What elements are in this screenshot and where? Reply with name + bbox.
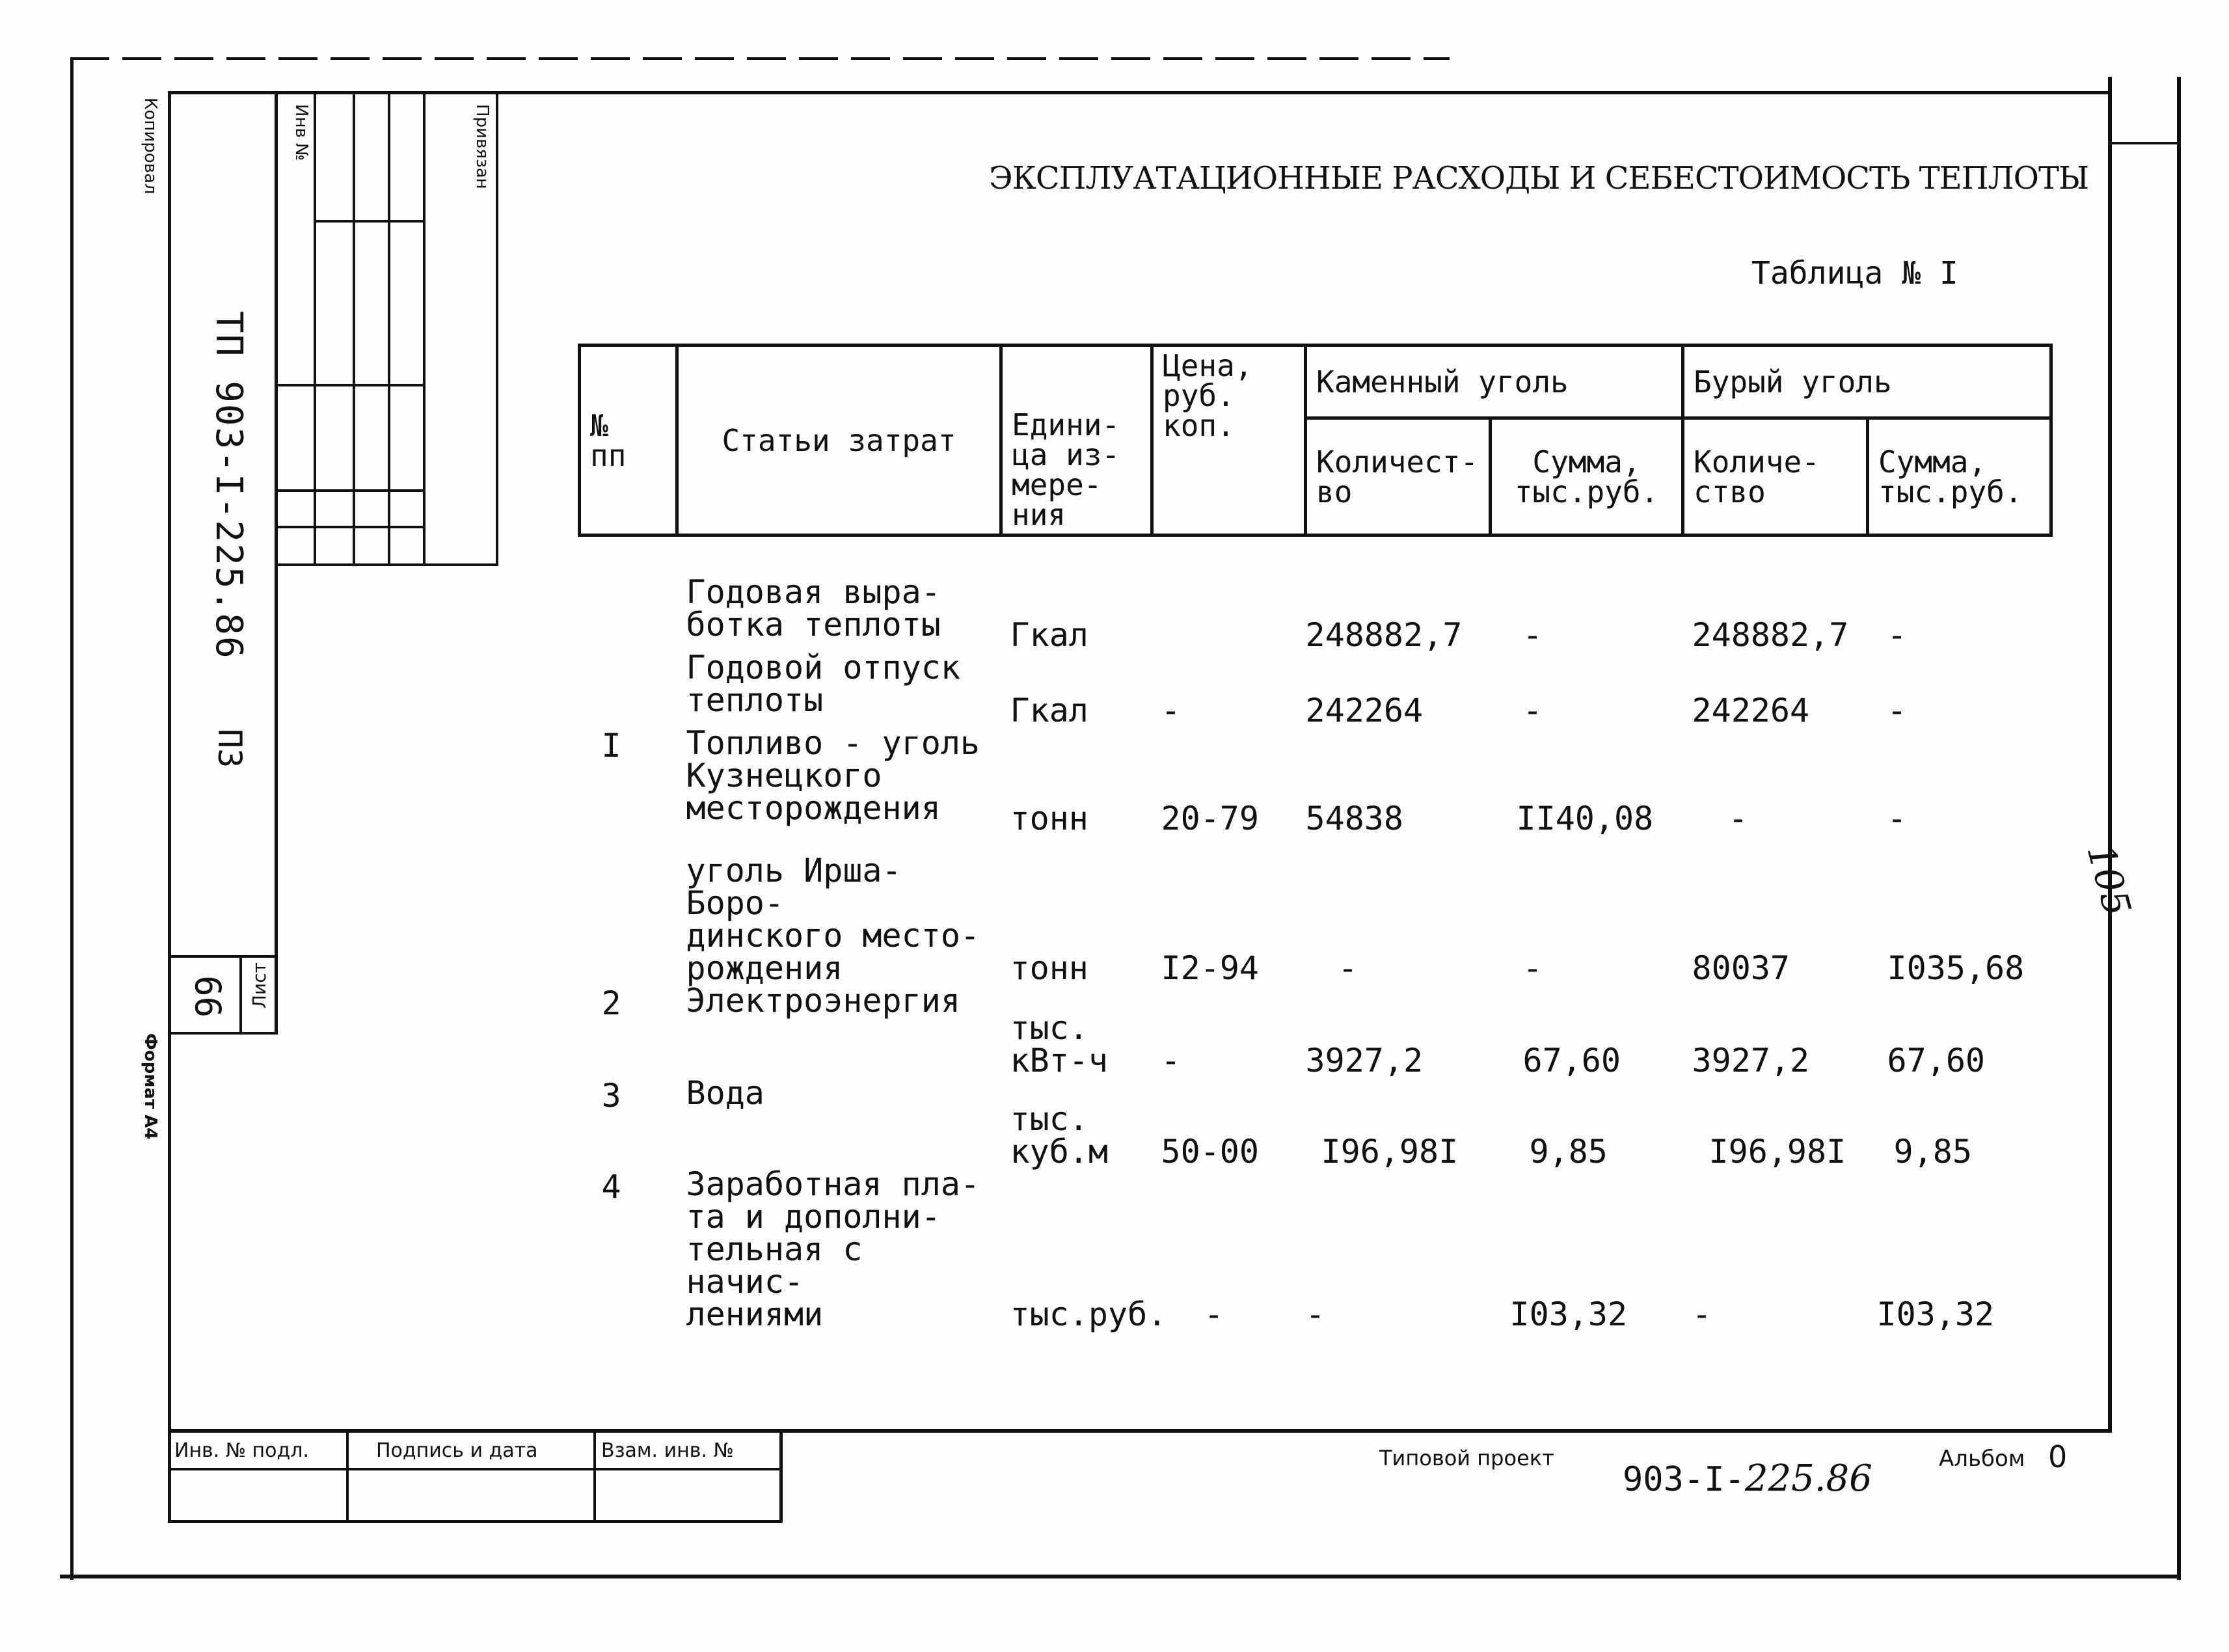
cell-sum-brown: I03,32: [1876, 1295, 1995, 1333]
table-row: [580, 835, 2051, 984]
cell-qty-hard: 242264: [1305, 692, 1424, 729]
cell-item: Вода: [686, 1074, 764, 1112]
cell-no: [580, 576, 677, 651]
cell-sum-brown: -: [1887, 800, 1907, 837]
cell-item: Годовой отпуск теплоты: [686, 649, 960, 719]
header-sum-brown: Сумма, тыс.руб.: [1868, 418, 2051, 535]
stamp-v2: [593, 1429, 596, 1523]
grid-h5: [277, 563, 498, 566]
table-row: [580, 1168, 2051, 1331]
header-no: № пп: [580, 345, 677, 535]
cell-sum-brown: 9,85: [1893, 1133, 1972, 1171]
header-unit: Едини- ца из- мере- ния: [1001, 345, 1152, 535]
project-code: [1623, 1457, 1872, 1500]
sheet-label: Лист: [249, 962, 270, 1009]
stamp-bottom-line: [168, 1520, 782, 1523]
table-row: [580, 1077, 2051, 1168]
cell-qty-brown: 248882,7: [1692, 616, 1849, 654]
cost-table: [578, 344, 2053, 1331]
header-group-hard-coal: Каменный уголь: [1306, 345, 1683, 418]
project-code-typed: 903-I-: [1623, 1460, 1745, 1499]
cell-item: Годовая выра- ботка теплоты: [686, 573, 941, 643]
vertical-project-code: ТП 903-I-225.86: [208, 311, 250, 660]
grid-h3: [277, 489, 423, 492]
cell-price: 50-00: [1161, 1133, 1260, 1171]
cell-no: [580, 651, 677, 727]
outer-bottom-border: [60, 1575, 2180, 1578]
cell-unit: тыс. куб.м: [1010, 1100, 1109, 1171]
cell-qty-brown: 80037: [1692, 949, 1790, 987]
cell-price: 20-79: [1161, 800, 1260, 837]
grid-v1: [314, 91, 316, 565]
grid-v4: [423, 91, 426, 565]
cell-price: -: [1161, 692, 1181, 729]
strip-bottom-line: [168, 1032, 277, 1035]
table-caption: Таблица № I: [1751, 255, 1958, 291]
inner-right-border: [2108, 77, 2112, 1431]
stamp-v1: [346, 1429, 349, 1523]
cell-sum-brown: -: [1887, 692, 1907, 729]
header-qty-hard: Количест- во: [1306, 418, 1491, 535]
cell-qty-brown: 3927,2: [1692, 1042, 1810, 1079]
album-label: Альбом: [1939, 1446, 2025, 1472]
grid-v5: [496, 91, 498, 565]
cell-qty-brown: -: [1728, 800, 1748, 837]
cell-no: 2: [601, 984, 621, 1022]
cell-sum-hard: 9,85: [1529, 1133, 1608, 1171]
cell-item: Заработная пла- та и дополни- тельная с начис- лениями: [686, 1165, 980, 1333]
cell-price: I2-94: [1161, 949, 1260, 987]
cell-sum-hard: II40,08: [1516, 800, 1654, 837]
table-row: [580, 984, 2051, 1077]
header-group-brown-coal: Бурый уголь: [1683, 345, 2051, 418]
album-number: 0: [2048, 1439, 2068, 1474]
page-title: ЭКСПЛУАТАЦИОННЫЕ РАСХОДЫ И СЕБЕСТОИМОСТЬ ТЕПЛОТЫ: [989, 160, 2089, 196]
cell-qty-brown: 242264: [1692, 692, 1810, 729]
cell-unit: Гкал: [1010, 692, 1088, 729]
cell-price: -: [1204, 1295, 1224, 1333]
header-price: Цена, руб. коп.: [1152, 345, 1306, 535]
grid-v3: [388, 91, 390, 565]
outer-left-border: [70, 57, 74, 1580]
table-row: [580, 727, 2051, 835]
cell-unit: тонн: [1010, 800, 1088, 837]
margin-page-number: 105: [2078, 839, 2140, 921]
project-code-handwritten: 225.86: [1744, 1457, 1872, 1500]
stamp-mid-line: [168, 1468, 782, 1470]
cell-price: [1152, 576, 1306, 651]
cell-item: Топливо - уголь Кузнецкого месторождения: [686, 724, 980, 827]
cell-unit: тыс.руб.: [1010, 1295, 1167, 1333]
cell-qty-brown: -: [1692, 1295, 1712, 1333]
strip-right-line: [275, 91, 278, 1035]
cell-sum-brown: -: [1887, 616, 1907, 654]
cell-sum-hard: -: [1522, 949, 1543, 987]
cell-sum-brown: I035,68: [1887, 949, 2025, 987]
strip-sheet-vertical: [239, 955, 242, 1035]
vertical-section-code: ПЗ: [211, 729, 249, 768]
strip-sheet-divider: [168, 955, 277, 958]
project-label: Типовой проект: [1379, 1446, 1554, 1470]
grid-h2: [277, 384, 423, 386]
stamp-vzam-inv: Взам. инв. №: [601, 1439, 734, 1462]
table-row: [580, 576, 2051, 651]
cell-no: I: [601, 727, 621, 765]
cell-unit: Гкал: [1010, 616, 1088, 654]
cell-sum-hard: -: [1522, 692, 1543, 729]
inner-top-border: [170, 91, 2112, 94]
header-sum-hard: Сумма, тыс.руб.: [1491, 418, 1683, 535]
cell-no: 3: [601, 1077, 621, 1115]
cell-qty-hard: 54838: [1305, 800, 1404, 837]
cell-qty-hard: 248882,7: [1305, 616, 1463, 654]
top-dashed-border: [70, 57, 1450, 60]
cell-sum-hard: I03,32: [1509, 1295, 1628, 1333]
copied-label: Копировал: [141, 98, 160, 195]
inv-no-label: Инв №: [291, 104, 311, 161]
cell-price: -: [1161, 1042, 1181, 1079]
cell-sum-brown: 67,60: [1887, 1042, 1986, 1079]
cell-item: уголь Ирша-Боро- динского место- рождения: [686, 852, 980, 987]
grid-v2: [353, 91, 355, 565]
table-row: [580, 651, 2051, 727]
cell-item: Электроэнергия: [686, 982, 960, 1020]
inner-left-border: [168, 91, 171, 1523]
sheet-number: 99: [189, 975, 230, 1018]
format-label: Формат А4: [141, 1033, 160, 1140]
stamp-v3: [779, 1429, 783, 1523]
cell-qty-brown: I96,98I: [1709, 1133, 1846, 1171]
cell-no: [580, 835, 677, 984]
cell-qty-hard: -: [1305, 1295, 1325, 1333]
header-qty-brown: Количе- ство: [1683, 418, 1868, 535]
cell-sum-hard: 67,60: [1522, 1042, 1621, 1079]
stamp-signature-date: Подпись и дата: [376, 1439, 538, 1462]
cell-no: 4: [601, 1168, 621, 1206]
stamp-inv-podl: Инв. № подл.: [174, 1439, 309, 1462]
cell-qty-hard: 3927,2: [1305, 1042, 1424, 1079]
cell-unit: тыс. кВт-ч: [1010, 1009, 1109, 1079]
cell-sum-hard: -: [1522, 616, 1543, 654]
right-stub-line: [2108, 142, 2180, 144]
cell-qty-hard: I96,98I: [1321, 1133, 1459, 1171]
attached-label: Привязан: [472, 104, 492, 189]
cell-qty-hard: -: [1338, 949, 1358, 987]
outer-right-border: [2177, 77, 2181, 1580]
grid-h4: [277, 526, 423, 528]
stamp-top-line: [168, 1429, 782, 1433]
header-item: Статьи затрат: [677, 345, 1001, 535]
grid-h1: [316, 220, 423, 223]
cell-unit: тонн: [1010, 949, 1088, 987]
